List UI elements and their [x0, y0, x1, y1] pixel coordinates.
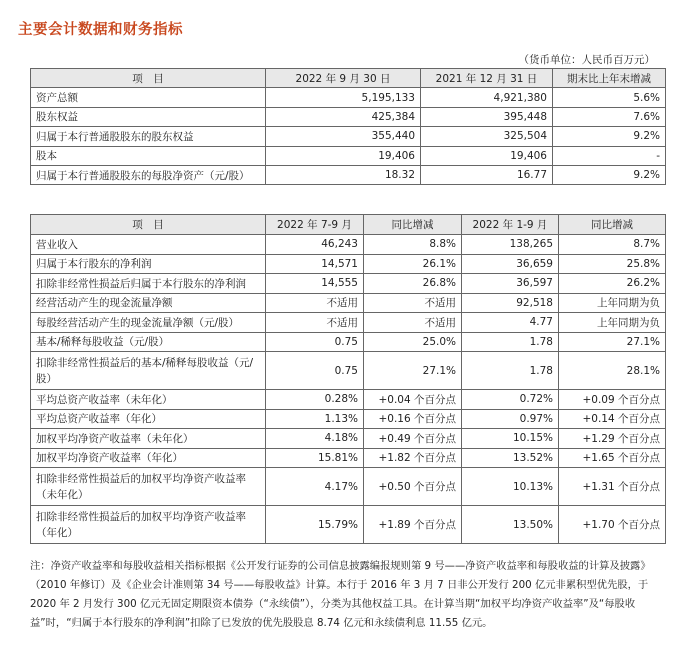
- cell-value: 0.72%: [462, 390, 559, 410]
- cell-value: 上年同期为负: [559, 293, 666, 313]
- cell-value: +1.65 个百分点: [559, 448, 666, 468]
- cell-value: 92,518: [462, 293, 559, 313]
- table-row: [31, 506, 666, 544]
- row-label: 扣除非经常性损益后的加权平均净资产收益率（未年化）: [31, 468, 266, 506]
- row-label: 基本/稀释每股收益（元/股）: [31, 332, 266, 352]
- column-header-change: 期末比上年末增减: [553, 69, 666, 88]
- cell-value: 4,921,380: [421, 88, 553, 107]
- cell-value: 9.2%: [553, 165, 666, 184]
- cell-value: 10.15%: [462, 429, 559, 449]
- column-header-q3-change: 同比增减: [364, 215, 462, 235]
- cell-value: +1.82 个百分点: [364, 448, 462, 468]
- cell-value: 19,406: [421, 146, 553, 165]
- cell-value: 15.79%: [266, 506, 364, 544]
- column-header-date-1: 2022 年 9 月 30 日: [266, 69, 421, 88]
- table-row: [31, 313, 666, 333]
- column-header-q3: 2022 年 7-9 月: [266, 215, 364, 235]
- cell-value: 4.17%: [266, 468, 364, 506]
- row-label: 归属于本行普通股股东的股东权益: [31, 127, 266, 146]
- table-row: [31, 88, 666, 107]
- column-header-item: 项 目: [31, 215, 266, 235]
- row-label: 平均总资产收益率（未年化）: [31, 390, 266, 410]
- table-row: [31, 165, 666, 184]
- cell-value: 14,571: [266, 254, 364, 274]
- row-label: 加权平均净资产收益率（未年化）: [31, 429, 266, 449]
- cell-value: -: [553, 146, 666, 165]
- cell-value: 不适用: [364, 293, 462, 313]
- cell-value: 46,243: [266, 235, 364, 255]
- cell-value: 0.28%: [266, 390, 364, 410]
- cell-value: 138,265: [462, 235, 559, 255]
- cell-value: 28.1%: [559, 352, 666, 390]
- table-row: [31, 127, 666, 146]
- row-label: 扣除非经常性损益后的基本/稀释每股收益（元/股）: [31, 352, 266, 390]
- table-row: [31, 390, 666, 410]
- footnote: 注：净资产收益率和每股收益相关指标根据《公开发行证券的公司信息披露编报规则第 9 号——净资产收益率和每股收益的计算及披露》（2010 年修订）及《企业会计准则第 34 号——每股收益》计算。本行于 2016 年 3 月 7 日非公开发行 200 亿元非累积型优先股，于 2020 年 2 月发行 300 亿元无固定期限资本债券（“永续债”），分类为其他权益工具。在计算当期“加权平均净资产收益率”及“每股收益”时，“归属于本行股东的净利润”扣除了已发放的优先股股息 8.74 亿元和永续债利息 11.55 亿元。: [30, 560, 651, 629]
- cell-value: 10.13%: [462, 468, 559, 506]
- cell-value: +0.04 个百分点: [364, 390, 462, 410]
- row-label: 经营活动产生的现金流量净额: [31, 293, 266, 313]
- table-row: [31, 332, 666, 352]
- cell-value: +1.70 个百分点: [559, 506, 666, 544]
- cell-value: 15.81%: [266, 448, 364, 468]
- table-header-row: [31, 69, 666, 88]
- cell-value: +0.09 个百分点: [559, 390, 666, 410]
- cell-value: 7.6%: [553, 107, 666, 126]
- row-label: 股东权益: [31, 107, 266, 126]
- cell-value: 18.32: [266, 165, 421, 184]
- column-header-ytd: 2022 年 1-9 月: [462, 215, 559, 235]
- table-row: [31, 274, 666, 294]
- table-row: [31, 352, 666, 390]
- row-label: 平均总资产收益率（年化）: [31, 409, 266, 429]
- cell-value: 4.18%: [266, 429, 364, 449]
- cell-value: +0.50 个百分点: [364, 468, 462, 506]
- table-header-row: [31, 215, 666, 235]
- cell-value: +0.16 个百分点: [364, 409, 462, 429]
- cell-value: 26.1%: [364, 254, 462, 274]
- cell-value: 9.2%: [553, 127, 666, 146]
- cell-value: +1.31 个百分点: [559, 468, 666, 506]
- table-row: [31, 429, 666, 449]
- cell-value: 5,195,133: [266, 88, 421, 107]
- cell-value: 36,659: [462, 254, 559, 274]
- cell-value: 27.1%: [364, 352, 462, 390]
- row-label: 扣除非经常性损益后归属于本行股东的净利润: [31, 274, 266, 294]
- column-header-item: 项 目: [31, 69, 266, 88]
- row-label: 归属于本行普通股股东的每股净资产（元/股）: [31, 165, 266, 184]
- table-row: [31, 448, 666, 468]
- cell-value: 13.50%: [462, 506, 559, 544]
- cell-value: 25.0%: [364, 332, 462, 352]
- cell-value: +1.29 个百分点: [559, 429, 666, 449]
- table-row: [31, 409, 666, 429]
- cell-value: 25.8%: [559, 254, 666, 274]
- balance-indicators-table: [30, 68, 666, 185]
- cell-value: 19,406: [266, 146, 421, 165]
- row-label: 每股经营活动产生的现金流量净额（元/股）: [31, 313, 266, 333]
- cell-value: 8.7%: [559, 235, 666, 255]
- row-label: 营业收入: [31, 235, 266, 255]
- cell-value: 325,504: [421, 127, 553, 146]
- cell-value: 4.77: [462, 313, 559, 333]
- table-row: [31, 293, 666, 313]
- cell-value: 0.97%: [462, 409, 559, 429]
- cell-value: 1.78: [462, 332, 559, 352]
- row-label: 加权平均净资产收益率（年化）: [31, 448, 266, 468]
- cell-value: 8.8%: [364, 235, 462, 255]
- row-label: 扣除非经常性损益后的加权平均净资产收益率（年化）: [31, 506, 266, 544]
- cell-value: 1.78: [462, 352, 559, 390]
- cell-value: 0.75: [266, 352, 364, 390]
- cell-value: 13.52%: [462, 448, 559, 468]
- column-header-ytd-change: 同比增减: [559, 215, 666, 235]
- row-label: 资产总额: [31, 88, 266, 107]
- table-row: [31, 146, 666, 165]
- cell-value: 355,440: [266, 127, 421, 146]
- cell-value: 上年同期为负: [559, 313, 666, 333]
- cell-value: 395,448: [421, 107, 553, 126]
- cell-value: 0.75: [266, 332, 364, 352]
- table-row: [31, 235, 666, 255]
- income-indicators-table: [30, 214, 666, 544]
- cell-value: 14,555: [266, 274, 364, 294]
- row-label: 归属于本行股东的净利润: [31, 254, 266, 274]
- cell-value: 26.2%: [559, 274, 666, 294]
- table-row: [31, 468, 666, 506]
- table-row: [31, 107, 666, 126]
- cell-value: 425,384: [266, 107, 421, 126]
- row-label: 股本: [31, 146, 266, 165]
- column-header-date-2: 2021 年 12 月 31 日: [421, 69, 553, 88]
- cell-value: +0.49 个百分点: [364, 429, 462, 449]
- section-title: 主要会计数据和财务指标: [18, 22, 183, 38]
- cell-value: 1.13%: [266, 409, 364, 429]
- cell-value: 5.6%: [553, 88, 666, 107]
- cell-value: +0.14 个百分点: [559, 409, 666, 429]
- cell-value: 36,597: [462, 274, 559, 294]
- cell-value: 不适用: [364, 313, 462, 333]
- table-row: [31, 254, 666, 274]
- cell-value: 不适用: [266, 293, 364, 313]
- cell-value: +1.89 个百分点: [364, 506, 462, 544]
- cell-value: 27.1%: [559, 332, 666, 352]
- cell-value: 26.8%: [364, 274, 462, 294]
- currency-unit: （货币单位：人民币百万元）: [518, 54, 655, 66]
- cell-value: 16.77: [421, 165, 553, 184]
- cell-value: 不适用: [266, 313, 364, 333]
